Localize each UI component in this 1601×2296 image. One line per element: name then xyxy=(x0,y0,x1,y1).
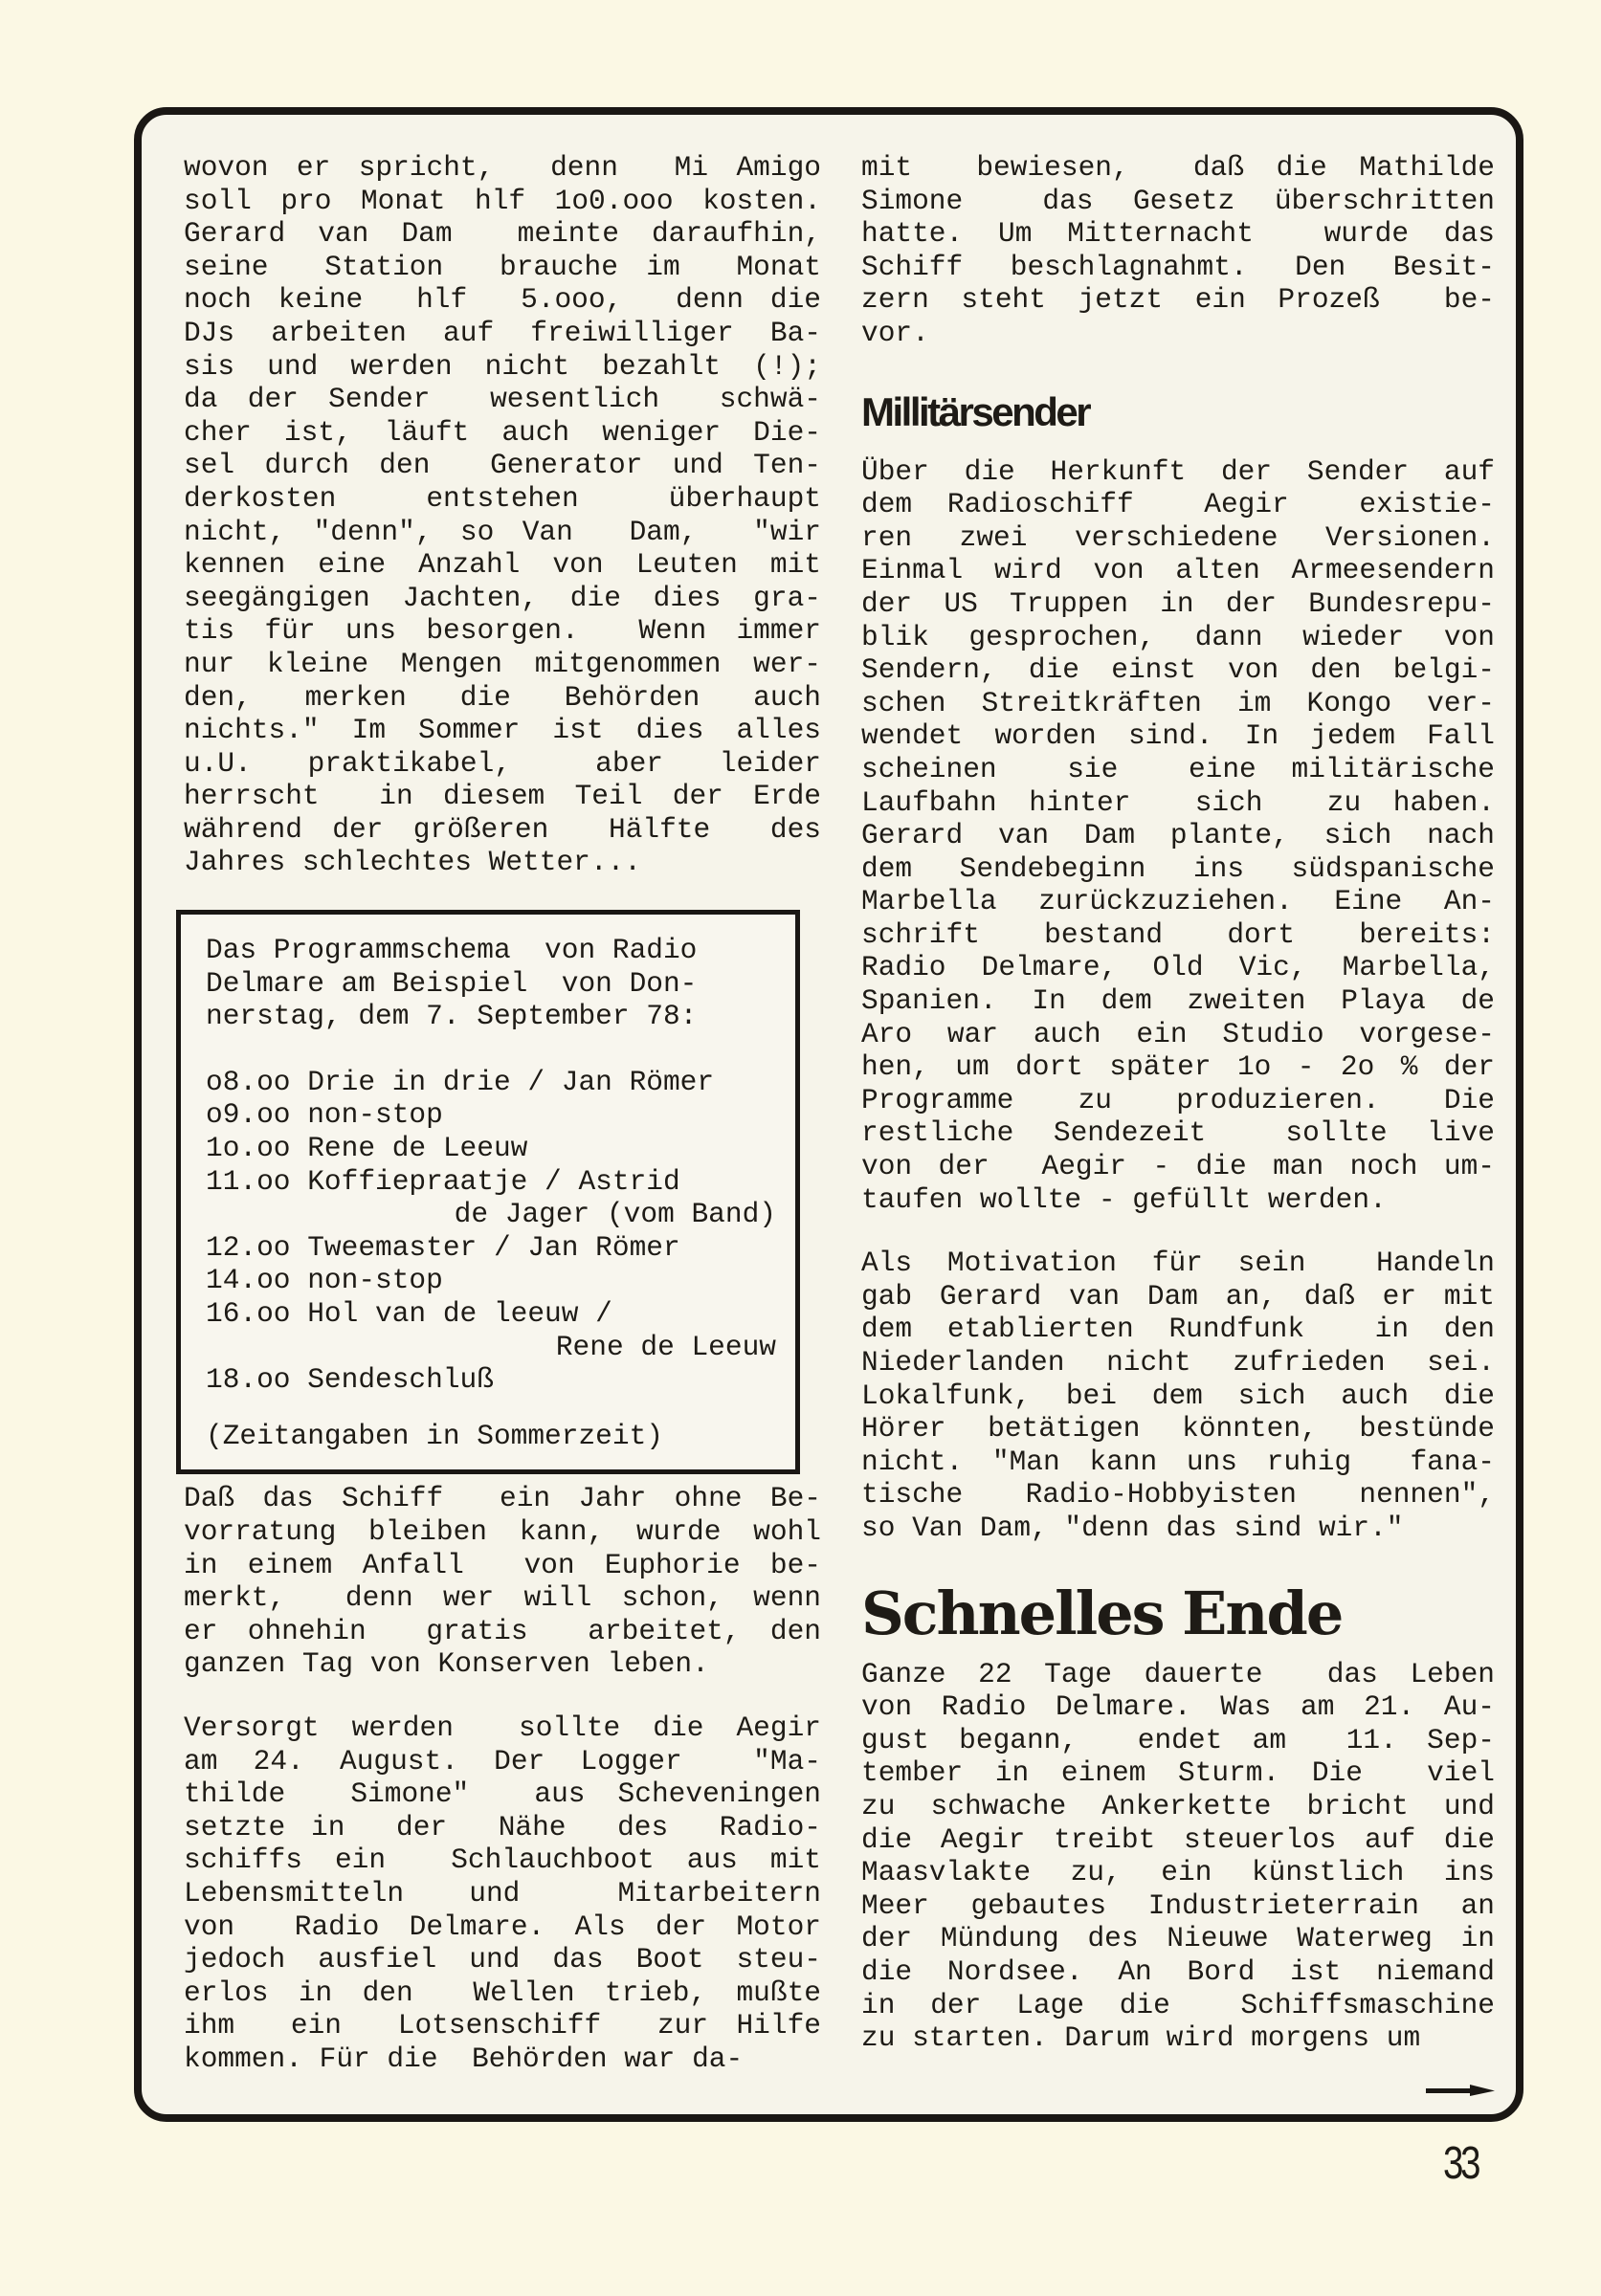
text-line: er ohnehin gratis arbeitet, den xyxy=(184,1614,821,1647)
left-paragraph-3 xyxy=(184,1711,821,2076)
text-line: noch keine hlf 5.ooo, denn die xyxy=(184,283,821,317)
text-line: sel durch den Generator und Ten- xyxy=(184,449,821,482)
text-line: von der Aegir - die man noch um- xyxy=(861,1150,1495,1183)
text-line: gust begann, endet am 11. Sep- xyxy=(861,1723,1495,1756)
text-line: dem Sendebeginn ins südspanische xyxy=(861,851,1495,885)
section-heading-schnelles-ende: Schnelles Ende xyxy=(861,1578,1343,1648)
schedule-entry-continuation: de Jager (vom Band) xyxy=(454,1198,776,1231)
text-line: Daß das Schiff ein Jahr ohne Be- xyxy=(184,1482,821,1515)
text-line: tische Radio-Hobbyisten nennen", xyxy=(861,1478,1495,1512)
text-line: Simone das Gesetz überschritten xyxy=(861,184,1495,217)
text-line: in einem Anfall von Euphorie be- xyxy=(184,1548,821,1581)
schedule-entry: 16.oo Hol van de leeuw / xyxy=(206,1297,612,1330)
schedule-entry-continuation: Rene de Leeuw xyxy=(555,1330,776,1363)
text-line: Über die Herkunft der Sender auf xyxy=(861,454,1495,488)
text-line: zern steht jetzt ein Prozeß be- xyxy=(861,283,1495,317)
text-line: Lokalfunk, bei dem sich auch die xyxy=(861,1379,1495,1412)
text-line: soll pro Monat hlf 1o0.ooo kosten. xyxy=(184,184,821,217)
schedule-intro xyxy=(206,934,776,1033)
schedule-entry: 12.oo Tweemaster / Jan Römer xyxy=(206,1230,680,1264)
text-line: Einmal wird von alten Armeesendern xyxy=(861,554,1495,587)
text-line: da der Sender wesentlich schwä- xyxy=(184,383,821,416)
text-line: Als Motivation für sein Handeln xyxy=(861,1247,1495,1280)
page-number: 33 xyxy=(1443,2138,1479,2189)
text-line: Lebensmitteln und Mitarbeitern xyxy=(184,1876,821,1910)
schedule-entries xyxy=(206,1066,776,1397)
left-paragraph-2 xyxy=(184,1482,821,1681)
text-line: nichts." Im Sommer ist dies alles xyxy=(184,714,821,747)
right-paragraph-2 xyxy=(861,455,1495,1217)
text-line: Ganze 22 Tage dauerte das Leben xyxy=(861,1657,1495,1690)
text-line: der Mündung des Nieuwe Waterweg in xyxy=(861,1922,1495,1955)
text-line: taufen wollte - gefüllt werden. xyxy=(861,1182,1387,1216)
schedule-entry: 18.oo Sendeschluß xyxy=(206,1363,494,1397)
left-column xyxy=(184,151,821,2106)
schedule-note: (Zeitangaben in Sommerzeit) xyxy=(206,1419,663,1452)
text-line: am 24. August. Der Logger "Ma- xyxy=(184,1744,821,1777)
text-line: dem Radioschiff Aegir existie- xyxy=(861,488,1495,521)
text-line: während der größeren Hälfte des xyxy=(184,812,821,846)
text-line: Delmare am Beispiel von Don- xyxy=(206,966,698,1000)
text-line: wendet worden sind. In jedem Fall xyxy=(861,719,1495,753)
right-paragraph-3 xyxy=(861,1247,1495,1544)
text-line: Aro war auch ein Studio vorgese- xyxy=(861,1017,1495,1050)
text-line: ren zwei verschiedene Versionen. xyxy=(861,520,1495,554)
schedule-entry: o8.oo Drie in drie / Jan Römer xyxy=(206,1065,715,1098)
article-frame xyxy=(134,107,1523,2122)
text-line: vorratung bleiben kann, wurde wohl xyxy=(184,1514,821,1548)
text-line: mit bewiesen, daß die Mathilde xyxy=(861,151,1495,184)
text-line: Schiff beschlagnahmt. Den Besit- xyxy=(861,250,1495,283)
text-line: der US Truppen in der Bundesrepu- xyxy=(861,586,1495,620)
text-line: merkt, denn wer will schon, wenn xyxy=(184,1581,821,1615)
text-line: Spanien. In dem zweiten Playa de xyxy=(861,984,1495,1018)
text-line: Meer gebautes Industrieterrain an xyxy=(861,1888,1495,1922)
text-line: Programme zu produzieren. Die xyxy=(861,1083,1495,1116)
right-column xyxy=(861,151,1495,2086)
text-line: zu schwache Ankerkette bricht und xyxy=(861,1789,1495,1822)
schedule-entry: 11.oo Koffiepraatje / Astrid xyxy=(206,1164,680,1198)
text-line: schen Streitkräften im Kongo ver- xyxy=(861,686,1495,719)
text-line: scheinen sie eine militärische xyxy=(861,752,1495,785)
text-line: Niederlanden nicht zufrieden sei. xyxy=(861,1346,1495,1379)
text-line: Versorgt werden sollte die Aegir xyxy=(184,1711,821,1744)
text-line: thilde Simone" aus Scheveningen xyxy=(184,1777,821,1811)
text-line: nicht. "Man kann uns ruhig fana- xyxy=(861,1445,1495,1478)
text-line: in der Lage die Schiffsmaschine xyxy=(861,1988,1495,2021)
text-line: herrscht in diesem Teil der Erde xyxy=(184,780,821,813)
section-heading-militaersender: Millitärsender xyxy=(861,388,1090,434)
text-line: Sendern, die einst von den belgi- xyxy=(861,653,1495,687)
text-line: tember in einem Sturm. Die viel xyxy=(861,1756,1495,1790)
text-line: vor. xyxy=(861,316,929,349)
text-line: tis für uns besorgen. Wenn immer xyxy=(184,614,821,648)
text-line: die Nordsee. An Bord ist niemand xyxy=(861,1954,1495,1988)
text-line: kennen eine Anzahl von Leuten mit xyxy=(184,548,821,582)
left-paragraph-1 xyxy=(184,151,821,879)
text-line: seegängigen Jachten, die dies gra- xyxy=(184,581,821,614)
text-line: Laufbahn hinter sich zu haben. xyxy=(861,785,1495,819)
text-line: jedoch ausfiel und das Boot steu- xyxy=(184,1943,821,1976)
text-line: den, merken die Behörden auch xyxy=(184,680,821,714)
text-line: setzte in der Nähe des Radio- xyxy=(184,1810,821,1843)
text-line: derkosten entstehen überhaupt xyxy=(184,481,821,515)
text-line: nerstag, dem 7. September 78: xyxy=(206,1000,698,1033)
text-line: Das Programmschema von Radio xyxy=(206,934,698,967)
text-line: gab Gerard van Dam an, daß er mit xyxy=(861,1279,1495,1313)
text-line: kommen. Für die Behörden war da- xyxy=(184,2042,744,2075)
text-line: Hörer betätigen könnten, bestünde xyxy=(861,1412,1495,1446)
text-line: Gerard van Dam meinte daraufhin, xyxy=(184,217,821,251)
text-line: dem etablierten Rundfunk in den xyxy=(861,1313,1495,1346)
text-line: nur kleine Mengen mitgenommen wer- xyxy=(184,647,821,680)
text-line: so Van Dam, "denn das sind wir." xyxy=(861,1511,1404,1544)
text-line: Maasvlakte zu, ein künstlich ins xyxy=(861,1856,1495,1889)
text-line: zu starten. Darum wird morgens um xyxy=(861,2021,1421,2055)
program-schedule-box xyxy=(176,910,800,1474)
text-line: hen, um dort später 1o - 2o % der xyxy=(861,1050,1495,1084)
text-line: cher ist, läuft auch weniger Die- xyxy=(184,415,821,449)
text-line: die Aegir treibt steuerlos auf die xyxy=(861,1822,1495,1856)
text-line: hatte. Um Mitternacht wurde das xyxy=(861,217,1495,251)
right-paragraph-4 xyxy=(861,1658,1495,2055)
text-line: restliche Sendezeit sollte live xyxy=(861,1116,1495,1150)
text-line: von Radio Delmare. Was am 21. Au- xyxy=(861,1690,1495,1724)
text-line: Radio Delmare, Old Vic, Marbella, xyxy=(861,951,1495,984)
text-line: Gerard van Dam plante, sich nach xyxy=(861,819,1495,852)
text-line: DJs arbeiten auf freiwilliger Ba- xyxy=(184,316,821,349)
text-line: schiffs ein Schlauchboot aus mit xyxy=(184,1843,821,1877)
schedule-entry: 14.oo non-stop xyxy=(206,1264,443,1297)
text-line: sis und werden nicht bezahlt (!); xyxy=(184,349,821,383)
schedule-entry: 1o.oo Rene de Leeuw xyxy=(206,1132,528,1165)
text-line: wovon er spricht, denn Mi Amigo xyxy=(184,151,821,184)
text-line: Jahres schlechtes Wetter... xyxy=(184,846,641,879)
text-line: ganzen Tag von Konserven leben. xyxy=(184,1647,709,1681)
text-line: erlos in den Wellen trieb, mußte xyxy=(184,1976,821,2009)
right-paragraph-1 xyxy=(861,151,1495,350)
text-line: von Radio Delmare. Als der Motor xyxy=(184,1910,821,1943)
arrow-right-icon xyxy=(1426,2084,1495,2097)
text-line: schrift bestand dort bereits: xyxy=(861,917,1495,951)
text-line: ihm ein Lotsenschiff zur Hilfe xyxy=(184,2009,821,2042)
text-line: seine Station brauche im Monat xyxy=(184,250,821,283)
text-line: Marbella zurückzuziehen. Eine An- xyxy=(861,885,1495,918)
text-line: blik gesprochen, dann wieder von xyxy=(861,620,1495,653)
text-line: u.U. praktikabel, aber leider xyxy=(184,746,821,780)
schedule-entry: o9.oo non-stop xyxy=(206,1098,443,1132)
text-line: nicht, "denn", so Van Dam, "wir xyxy=(184,515,821,548)
